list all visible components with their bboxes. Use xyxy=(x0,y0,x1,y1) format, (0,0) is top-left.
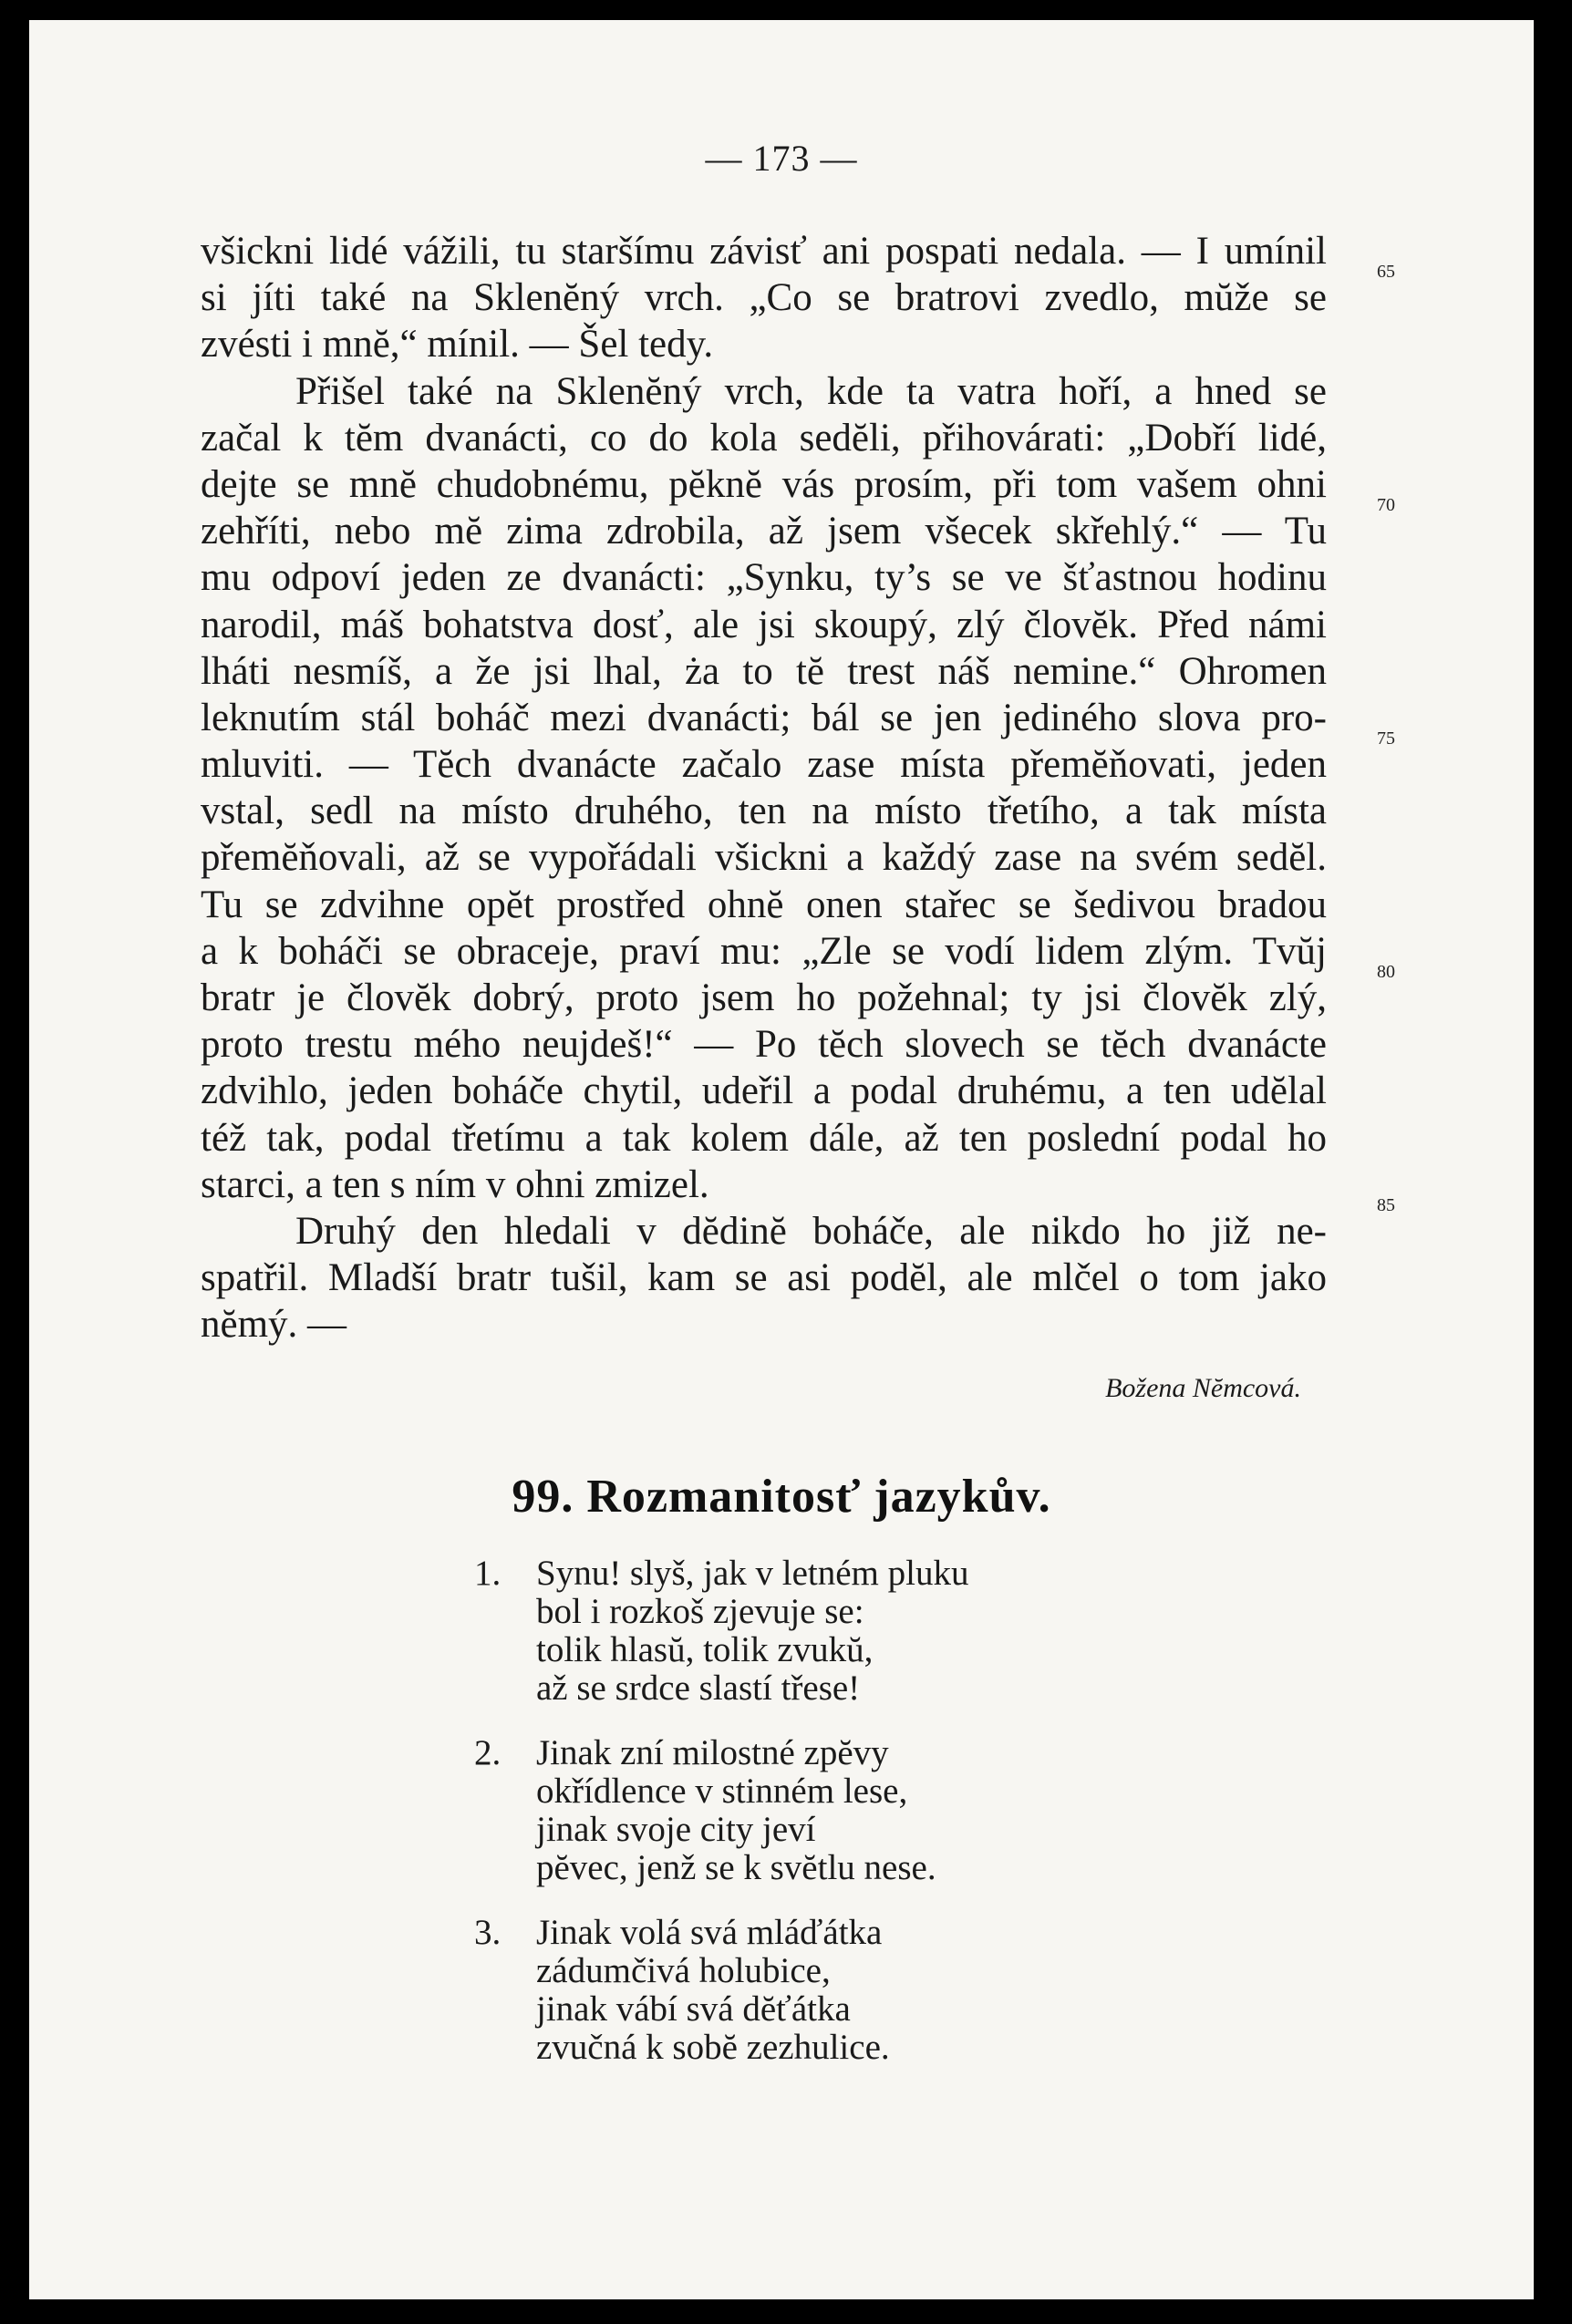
prose-line: mu odpoví jeden ze dvanácti: „Synku, ty’s se ve šťastnou hodinu xyxy=(201,556,1327,600)
poem-line: zvučná k sobĕ zezhulice. xyxy=(536,2028,890,2067)
poem-line: Synu! slyš, jak v letném pluku xyxy=(536,1554,969,1593)
line-number-margin: 85 xyxy=(1377,1195,1395,1215)
prose-line: vstal, sedl na místo druhého, ten na místo třetího, a tak místa xyxy=(201,790,1327,833)
prose-line: mluviti. — Tĕch dvanácte začalo zase místa přemĕňovati, jeden xyxy=(201,743,1327,787)
stanza-number: 2. xyxy=(474,1733,502,1772)
prose-line: spatřil. Mladší bratr tušil, kam se asi podĕl, ale mlčel o tom jako xyxy=(201,1256,1327,1300)
prose-line: dejte se mnĕ chudobnému, pĕknĕ vás prosím, při tom vašem ohni xyxy=(201,462,1327,506)
poem-title: 99. Rozmanitosť jazykův. xyxy=(512,1471,1051,1523)
line-number-margin: 65 xyxy=(1377,262,1395,282)
prose-line: zehříti, nebo mĕ zima zdrobila, až jsem všecek skřehlý.“ — Tu xyxy=(201,510,1327,553)
prose-line: starci, a ten s ním v ohni zmizel. xyxy=(201,1162,709,1206)
prose-line: lháti nesmíš, a že jsi lhal, ża to tĕ trest náš nemine.“ Ohromen xyxy=(201,649,1327,693)
poem-line: zádumčivá holubice, xyxy=(536,1951,831,1990)
prose-line: zdvihlo, jeden boháče chytil, udeřil a podal druhému, a ten udĕlal xyxy=(201,1069,1327,1113)
poem-line: pĕvec, jenž se k svĕtlu nese. xyxy=(536,1848,936,1887)
line-number-margin: 75 xyxy=(1377,728,1395,749)
book-page xyxy=(29,20,1534,2299)
prose-line: též tak, podal třetímu a tak kolem dále, až ten poslední podal ho xyxy=(201,1116,1327,1160)
poem-line: až se srdce slastí třese! xyxy=(536,1668,861,1708)
poem-line: Jinak volá svá mláďátka xyxy=(536,1913,883,1952)
prose-line: Druhý den hledali v dĕdinĕ boháče, ale nikdo ho již ne- xyxy=(295,1209,1327,1253)
poem-line: bol i rozkoš zjevuje se: xyxy=(536,1592,864,1631)
prose-line: si jíti také na Sklenĕný vrch. „Co se bratrovi zvedlo, mŭže se xyxy=(201,276,1327,320)
prose-line: nĕmý. — xyxy=(201,1303,347,1347)
page-number: — 173 — xyxy=(705,138,858,179)
prose-line: a k boháči se obraceje, praví mu: „Zle se vodí lidem zlým. Tvŭj xyxy=(201,929,1327,973)
prose-line: přemĕňovali, až se vypořádali všickni a každý zase na svém sedĕl. xyxy=(201,836,1327,880)
prose-line: Tu se zdvihne opĕt prostřed ohnĕ onen stařec se šedivou bradou xyxy=(201,883,1327,926)
line-number-margin: 70 xyxy=(1377,495,1395,515)
prose-line: Přišel také na Sklenĕný vrch, kde ta vatra hoří, a hned se xyxy=(295,369,1327,413)
prose-line: zvésti i mnĕ,“ mínil. — Šel tedy. xyxy=(201,323,714,367)
poem-line: jinak vábí svá dĕťátka xyxy=(536,1989,851,2029)
prose-line: proto trestu mého neujdeš!“ — Po tĕch slovech se tĕch dvanácte xyxy=(201,1023,1327,1067)
poem-line: tolik hlasŭ, tolik zvukŭ, xyxy=(536,1630,874,1669)
prose-text xyxy=(201,228,1327,1348)
author-signature: Božena Nĕmcová. xyxy=(1105,1373,1301,1403)
poem-line: jinak svoje city jeví xyxy=(536,1810,816,1849)
stanza-number: 3. xyxy=(474,1913,502,1952)
line-number-margin: 80 xyxy=(1377,962,1395,982)
stanza-number: 1. xyxy=(474,1554,502,1593)
prose-line: bratr je človĕk dobrý, proto jsem ho požehnal; ty jsi človĕk zlý, xyxy=(201,976,1327,1019)
prose-line: všickni lidé vážili, tu staršímu závisť ani pospati nedala. — I umínil xyxy=(201,230,1327,273)
prose-line: začal k tĕm dvanácti, co do kola sedĕli, přihovárati: „Dobří lidé, xyxy=(201,416,1327,460)
prose-line: narodil, máš bohatstva dosť, ale jsi skoupý, zlý človĕk. Před námi xyxy=(201,603,1327,646)
prose-line: leknutím stál boháč mezi dvanácti; bál se jen jediného slova pro- xyxy=(201,696,1327,739)
poem-line: Jinak zní milostné zpĕvy xyxy=(536,1733,889,1772)
poem-line: okřídlence v stinném lese, xyxy=(536,1771,908,1811)
